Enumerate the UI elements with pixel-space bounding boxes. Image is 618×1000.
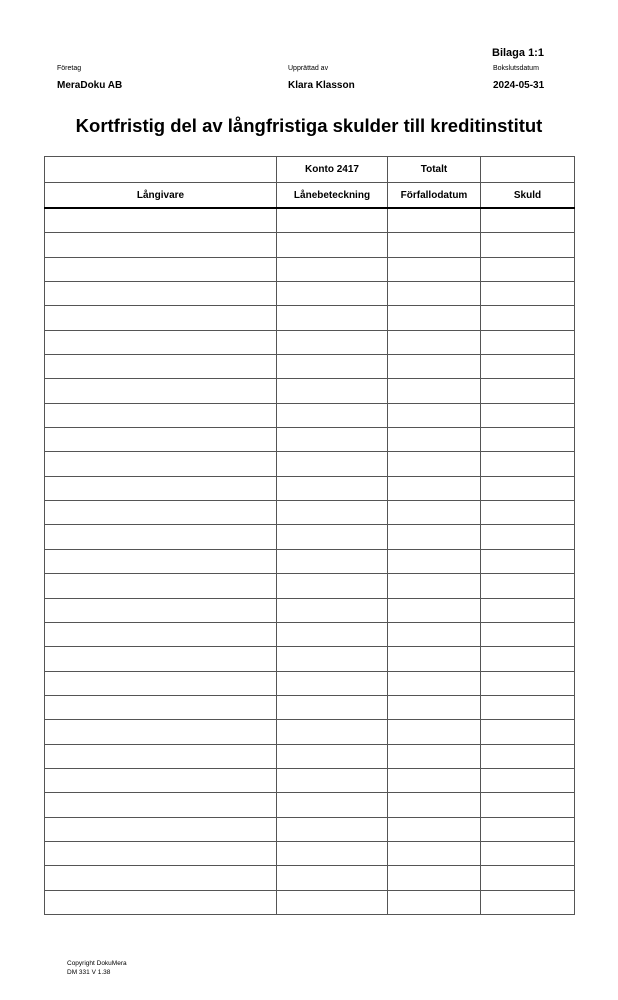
- due-date-cell[interactable]: [388, 866, 481, 890]
- loan-id-cell[interactable]: [277, 501, 388, 525]
- company-value: MeraDoku AB: [57, 80, 123, 91]
- lender-cell[interactable]: [45, 574, 277, 598]
- debt-cell[interactable]: [481, 476, 575, 500]
- loan-id-cell[interactable]: [277, 549, 388, 573]
- debt-cell[interactable]: [481, 428, 575, 452]
- table-row: [45, 257, 575, 281]
- table-row: [45, 428, 575, 452]
- debt-cell[interactable]: [481, 671, 575, 695]
- debt-cell[interactable]: [481, 890, 575, 914]
- debt-cell[interactable]: [481, 355, 575, 379]
- loan-id-cell[interactable]: [277, 525, 388, 549]
- debt-cell[interactable]: [481, 744, 575, 768]
- table-row: [45, 208, 575, 233]
- loan-id-cell[interactable]: [277, 817, 388, 841]
- loan-id-cell[interactable]: [277, 233, 388, 257]
- table-row: [45, 598, 575, 622]
- due-date-cell[interactable]: [388, 330, 481, 354]
- liabilities-table: [44, 156, 575, 915]
- table-row: [45, 476, 575, 500]
- prepared-by-label: Upprättad av: [288, 65, 329, 72]
- table-row: [45, 330, 575, 354]
- blank-header-cell: [45, 157, 277, 183]
- due-date-cell[interactable]: [388, 525, 481, 549]
- loan-id-cell[interactable]: [277, 403, 388, 427]
- lender-cell[interactable]: [45, 598, 277, 622]
- table-row: [45, 817, 575, 841]
- lender-cell[interactable]: [45, 428, 277, 452]
- lender-cell[interactable]: [45, 744, 277, 768]
- loan-id-cell[interactable]: [277, 257, 388, 281]
- due-date-cell[interactable]: [388, 768, 481, 792]
- debt-cell[interactable]: [481, 622, 575, 646]
- total-header: Totalt: [388, 157, 481, 183]
- debt-cell[interactable]: [481, 695, 575, 719]
- loan-id-cell[interactable]: [277, 574, 388, 598]
- lender-cell[interactable]: [45, 525, 277, 549]
- column-header-debt: Skuld: [481, 183, 575, 209]
- loan-id-cell[interactable]: [277, 695, 388, 719]
- column-header-due-date: Förfallodatum: [388, 183, 481, 209]
- lender-cell[interactable]: [45, 817, 277, 841]
- table-row: [45, 647, 575, 671]
- due-date-cell[interactable]: [388, 452, 481, 476]
- lender-cell[interactable]: [45, 208, 277, 233]
- due-date-cell[interactable]: [388, 793, 481, 817]
- due-date-cell[interactable]: [388, 403, 481, 427]
- due-date-cell[interactable]: [388, 695, 481, 719]
- table-row: [45, 549, 575, 573]
- due-date-cell[interactable]: [388, 257, 481, 281]
- due-date-cell[interactable]: [388, 476, 481, 500]
- loan-id-cell[interactable]: [277, 452, 388, 476]
- debt-cell[interactable]: [481, 282, 575, 306]
- lender-cell[interactable]: [45, 866, 277, 890]
- lender-cell[interactable]: [45, 890, 277, 914]
- due-date-cell[interactable]: [388, 744, 481, 768]
- due-date-cell[interactable]: [388, 379, 481, 403]
- debt-cell[interactable]: [481, 841, 575, 865]
- table-row: [45, 622, 575, 646]
- blank-header-cell: [481, 157, 575, 183]
- table-row: [45, 768, 575, 792]
- lender-cell[interactable]: [45, 233, 277, 257]
- due-date-cell[interactable]: [388, 622, 481, 646]
- loan-id-cell[interactable]: [277, 428, 388, 452]
- lender-cell[interactable]: [45, 476, 277, 500]
- page-title: Kortfristig del av långfristiga skulder till kreditinstitut: [75, 115, 543, 136]
- due-date-cell[interactable]: [388, 574, 481, 598]
- debt-cell[interactable]: [481, 817, 575, 841]
- loan-id-cell[interactable]: [277, 330, 388, 354]
- version-text: DM 331 V 1.38: [67, 969, 111, 976]
- attachment-number: Bilaga 1:1: [492, 47, 544, 59]
- due-date-cell[interactable]: [388, 208, 481, 233]
- debt-cell[interactable]: [481, 549, 575, 573]
- due-date-cell[interactable]: [388, 817, 481, 841]
- lender-cell[interactable]: [45, 768, 277, 792]
- loan-id-cell[interactable]: [277, 647, 388, 671]
- due-date-cell[interactable]: [388, 890, 481, 914]
- lender-cell[interactable]: [45, 501, 277, 525]
- loan-id-cell[interactable]: [277, 768, 388, 792]
- due-date-cell[interactable]: [388, 647, 481, 671]
- table-row: [45, 525, 575, 549]
- table-row: [45, 695, 575, 719]
- due-date-cell[interactable]: [388, 355, 481, 379]
- lender-cell[interactable]: [45, 379, 277, 403]
- closing-date-value: 2024-05-31: [493, 80, 545, 91]
- debt-cell[interactable]: [481, 306, 575, 330]
- loan-id-cell[interactable]: [277, 355, 388, 379]
- lender-cell[interactable]: [45, 403, 277, 427]
- table-row: [45, 355, 575, 379]
- table-row: [45, 793, 575, 817]
- loan-id-cell[interactable]: [277, 379, 388, 403]
- loan-id-cell[interactable]: [277, 744, 388, 768]
- table-row: [45, 233, 575, 257]
- lender-cell[interactable]: [45, 452, 277, 476]
- table-row: [45, 501, 575, 525]
- lender-cell[interactable]: [45, 695, 277, 719]
- copyright-text: Copyright DokuMera: [67, 960, 127, 967]
- due-date-cell[interactable]: [388, 549, 481, 573]
- loan-id-cell[interactable]: [277, 841, 388, 865]
- lender-cell[interactable]: [45, 330, 277, 354]
- debt-cell[interactable]: [481, 501, 575, 525]
- lender-cell[interactable]: [45, 622, 277, 646]
- debt-cell[interactable]: [481, 866, 575, 890]
- table-row: [45, 720, 575, 744]
- due-date-cell[interactable]: [388, 233, 481, 257]
- table-row: [45, 744, 575, 768]
- lender-cell[interactable]: [45, 647, 277, 671]
- table-row: [45, 890, 575, 914]
- table-row: [45, 282, 575, 306]
- loan-id-cell[interactable]: [277, 720, 388, 744]
- due-date-cell[interactable]: [388, 282, 481, 306]
- table-row: [45, 866, 575, 890]
- lender-cell[interactable]: [45, 793, 277, 817]
- loan-id-cell[interactable]: [277, 208, 388, 233]
- account-header: Konto 2417: [277, 157, 388, 183]
- debt-cell[interactable]: [481, 233, 575, 257]
- due-date-cell[interactable]: [388, 671, 481, 695]
- table-row: [45, 452, 575, 476]
- table-column-header-row: [45, 183, 575, 209]
- lender-cell[interactable]: [45, 355, 277, 379]
- column-header-loan-id: Lånebeteckning: [277, 183, 388, 209]
- table-row: [45, 574, 575, 598]
- lender-cell[interactable]: [45, 282, 277, 306]
- lender-cell[interactable]: [45, 671, 277, 695]
- debt-cell[interactable]: [481, 647, 575, 671]
- loan-id-cell[interactable]: [277, 598, 388, 622]
- table-row: [45, 403, 575, 427]
- table-row: [45, 671, 575, 695]
- due-date-cell[interactable]: [388, 720, 481, 744]
- debt-cell[interactable]: [481, 598, 575, 622]
- debt-cell[interactable]: [481, 768, 575, 792]
- debt-cell[interactable]: [481, 379, 575, 403]
- debt-cell[interactable]: [481, 720, 575, 744]
- company-label: Företag: [57, 65, 82, 72]
- loan-id-cell[interactable]: [277, 622, 388, 646]
- table-row: [45, 841, 575, 865]
- loan-id-cell[interactable]: [277, 793, 388, 817]
- loan-id-cell[interactable]: [277, 282, 388, 306]
- loan-id-cell[interactable]: [277, 476, 388, 500]
- debt-cell[interactable]: [481, 330, 575, 354]
- column-header-lender: Långivare: [45, 183, 277, 209]
- debt-cell[interactable]: [481, 403, 575, 427]
- debt-cell[interactable]: [481, 452, 575, 476]
- lender-cell[interactable]: [45, 257, 277, 281]
- lender-cell[interactable]: [45, 720, 277, 744]
- due-date-cell[interactable]: [388, 306, 481, 330]
- lender-cell[interactable]: [45, 549, 277, 573]
- debt-cell[interactable]: [481, 574, 575, 598]
- loan-id-cell[interactable]: [277, 890, 388, 914]
- table-row: [45, 306, 575, 330]
- loan-id-cell[interactable]: [277, 306, 388, 330]
- debt-cell[interactable]: [481, 208, 575, 233]
- lender-cell[interactable]: [45, 306, 277, 330]
- closing-date-label: Bokslutsdatum: [493, 65, 539, 72]
- footer: [67, 959, 127, 977]
- loan-id-cell[interactable]: [277, 866, 388, 890]
- loan-id-cell[interactable]: [277, 671, 388, 695]
- debt-cell[interactable]: [481, 525, 575, 549]
- due-date-cell[interactable]: [388, 428, 481, 452]
- due-date-cell[interactable]: [388, 501, 481, 525]
- table-row: [45, 379, 575, 403]
- debt-cell[interactable]: [481, 793, 575, 817]
- table-top-header-row: [45, 157, 575, 183]
- lender-cell[interactable]: [45, 841, 277, 865]
- due-date-cell[interactable]: [388, 841, 481, 865]
- debt-cell[interactable]: [481, 257, 575, 281]
- due-date-cell[interactable]: [388, 598, 481, 622]
- prepared-by-value: Klara Klasson: [288, 80, 355, 91]
